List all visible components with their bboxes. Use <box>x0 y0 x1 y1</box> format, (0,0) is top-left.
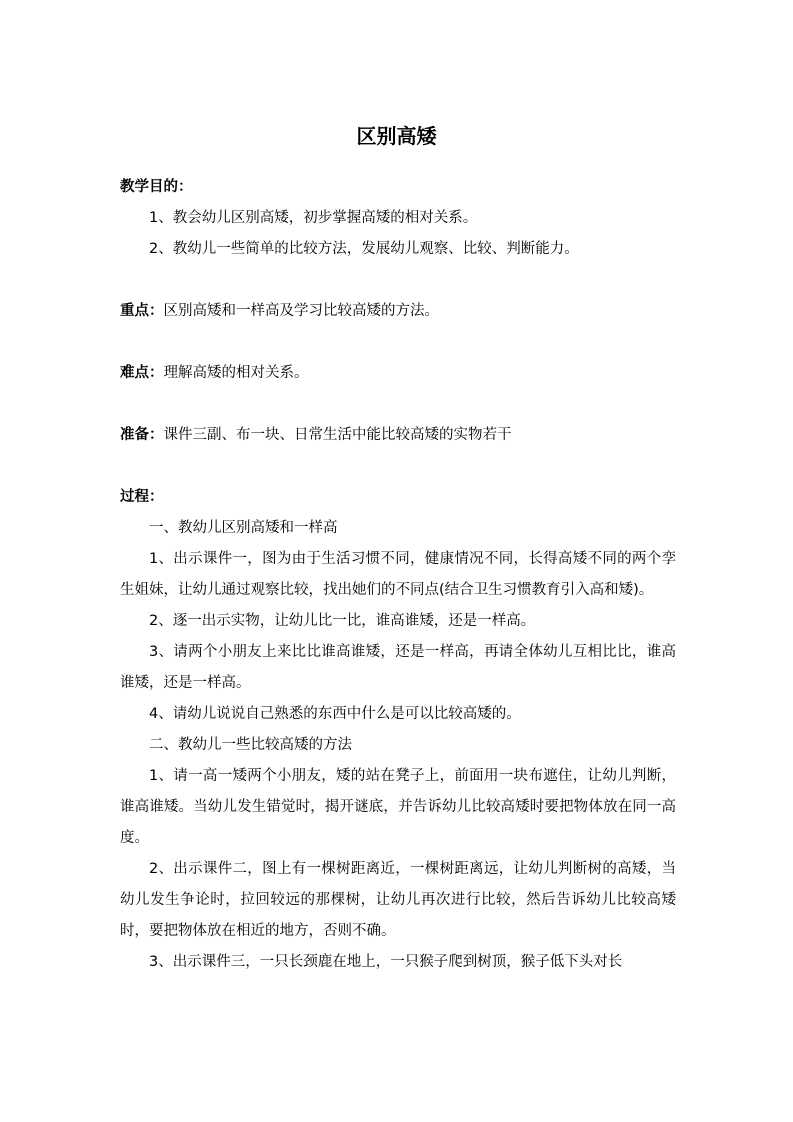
process-item: 2、逐一出示实物，让幼儿比一比，谁高谁矮，还是一样高。 <box>149 613 536 629</box>
section-title: 二、教幼儿一些比较高矮的方法 <box>149 737 352 753</box>
document-body <box>120 172 676 978</box>
goal-item: 1、教会幼儿区别高矮，初步掌握高矮的相对关系。 <box>149 210 478 226</box>
process-heading: 过程： <box>120 489 164 505</box>
goals-heading: 教学目的： <box>120 179 193 195</box>
preparation-label: 准备： <box>120 427 164 443</box>
process-item: 3、请两个小朋友上来比比谁高谁矮，还是一样高，再请全体幼儿互相比比，谁高谁矮，还是一样高。 <box>120 644 676 691</box>
goal-item: 2、教幼儿一些简单的比较方法，发展幼儿观察、比较、判断能力。 <box>149 241 579 257</box>
spacer <box>120 327 676 358</box>
preparation <box>120 420 676 451</box>
process-item: 2、出示课件二，图上有一棵树距离近，一棵树距离远，让幼儿判断树的高矮，当幼儿发生争论时，拉回较远的那棵树，让幼儿再次进行比较，然后告诉幼儿比较高矮时，要把物体放在相近的地方，否则不确。 <box>120 861 676 939</box>
process-item: 1、出示课件一，图为由于生活习惯不同，健康情况不同，长得高矮不同的两个孪生姐妹，让幼儿通过观察比较，找出她们的不同点(结合卫生习惯教育引入高和矮)。 <box>120 551 676 598</box>
key-point-label: 重点： <box>120 303 164 319</box>
key-point <box>120 296 676 327</box>
process-item: 3、出示课件三，一只长颈鹿在地上，一只猴子爬到树顶，猴子低下头对长 <box>149 954 623 970</box>
preparation-text: 课件三副、布一块、日常生活中能比较高矮的实物若干 <box>163 427 512 443</box>
difficulty <box>120 358 676 389</box>
difficulty-label: 难点： <box>120 365 164 381</box>
difficulty-text: 理解高矮的相对关系。 <box>163 365 309 381</box>
document-title: 区别高矮 <box>356 124 437 148</box>
process-item: 4、请幼儿说说自己熟悉的东西中什么是可以比较高矮的。 <box>149 706 521 722</box>
spacer <box>120 265 676 296</box>
process-item: 1、请一高一矮两个小朋友，矮的站在凳子上，前面用一块布遮住，让幼儿判断，谁高谁矮。当幼儿发生错觉时，揭开谜底，并告诉幼儿比较高矮时要把物体放在同一高度。 <box>120 768 676 846</box>
spacer <box>120 451 676 482</box>
section-title: 一、教幼儿区别高矮和一样高 <box>149 520 338 536</box>
key-point-text: 区别高矮和一样高及学习比较高矮的方法。 <box>163 303 439 319</box>
spacer <box>120 389 676 420</box>
